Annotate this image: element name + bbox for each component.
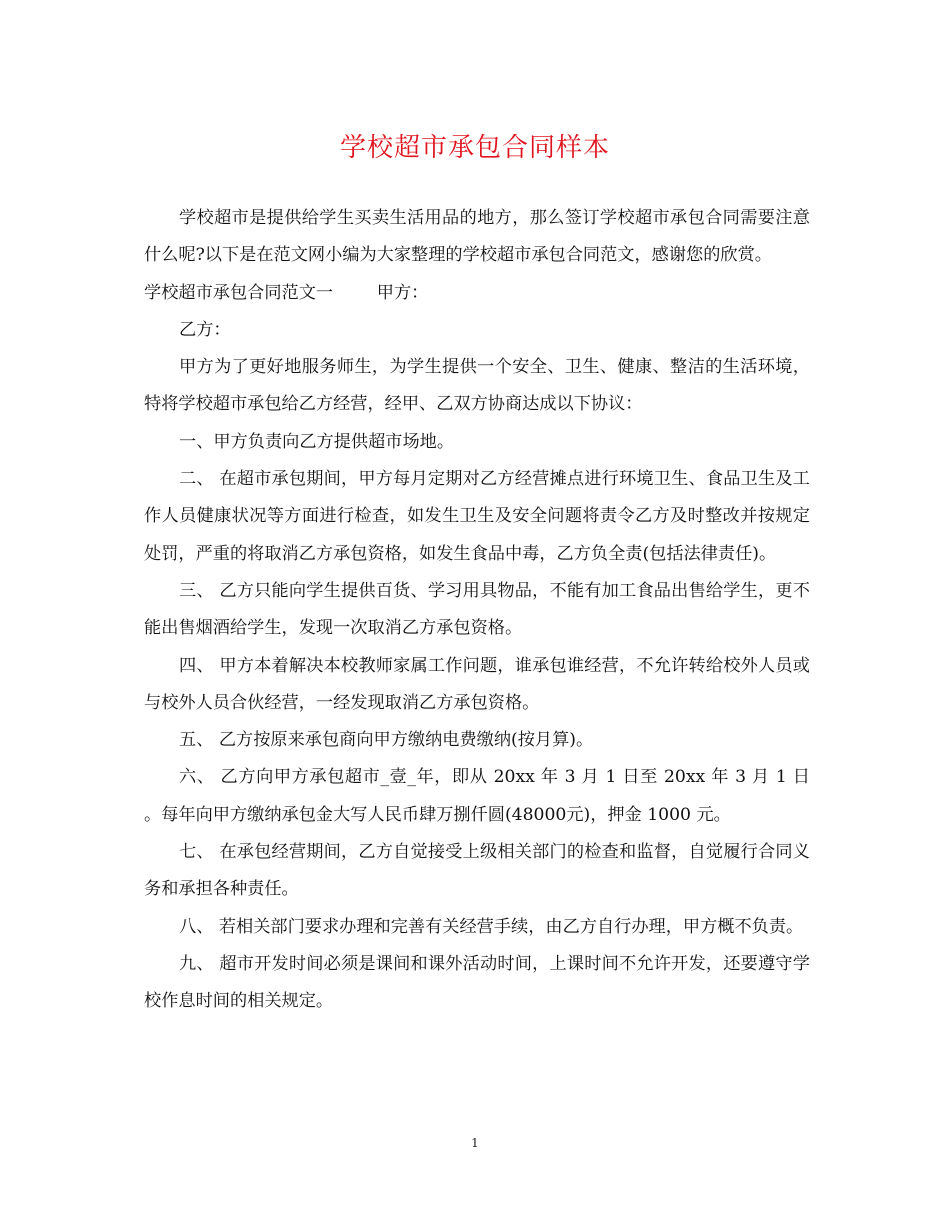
- sample-heading-line: [144, 275, 810, 312]
- party-b-label: 乙方：: [179, 319, 231, 340]
- preamble-paragraph: 甲方为了更好地服务师生，为学生提供一个安全、卫生、健康、整洁的生活环境，特将学校超市承包给乙方经营，经甲、乙双方协商达成以下协议：: [144, 357, 810, 415]
- clause-1: 一、甲方负责向乙方提供超市场地。: [179, 431, 455, 452]
- clause-3: 三、 乙方只能向学生提供百货、学习用具物品，不能有加工食品出售给学生，更不能出售烟酒给学生，发现一次取消乙方承包资格。: [144, 580, 810, 639]
- document-body: [144, 200, 810, 1021]
- clause-8: 八、 若相关部门要求办理和完善有关经营手续，由乙方自行办理，甲方概不负责。: [179, 916, 804, 937]
- clause-9: 九、 超市开发时间必须是课间和课外活动时间，上课时间不允许开发，还要遵守学校作息时间的相关规定。: [144, 953, 810, 1012]
- document-title: 学校超市承包合同样本: [339, 133, 610, 163]
- clause-5: 五、 乙方按原来承包商向甲方缴纳电费缴纳(按月算)。: [179, 730, 594, 751]
- clause-7: 七、 在承包经营期间，乙方自觉接受上级相关部门的检查和监督，自觉履行合同义务和承担各种责任。: [144, 842, 810, 900]
- party-a-label: 甲方：: [376, 282, 429, 303]
- intro-paragraph: 学校超市是提供给学生买卖生活用品的地方，那么签订学校超市承包合同需要注意什么呢?以下是在范文网小编为大家整理的学校超市承包合同范文，感谢您的欣赏。: [144, 208, 810, 266]
- clause-4: 四、 甲方本着解决本校教师家属工作问题，谁承包谁经营，不允许转给校外人员或与校外人员合伙经营，一经发现取消乙方承包资格。: [144, 655, 810, 713]
- clause-6: 六、 乙方向甲方承包超市_壹_年，即从 20xx 年 3 月 1 日至 20xx 年 3 月 1 日 。每年向甲方缴纳承包金大写人民币肆万捌仟圆(48000元)，押金 1000 元。: [144, 767, 810, 825]
- sample-heading: 学校超市承包合同范文一: [144, 282, 334, 303]
- clause-2: 二、 在超市承包期间，甲方每月定期对乙方经营摊点进行环境卫生、食品卫生及工作人员健康状况等方面进行检查，如发生卫生及安全问题将责令乙方及时整改并按规定处罚，严重的将取消乙方承包资格，如发生食品中毒，乙方负全责(包括法律责任)。: [144, 469, 810, 564]
- page-number: 1: [471, 1136, 479, 1150]
